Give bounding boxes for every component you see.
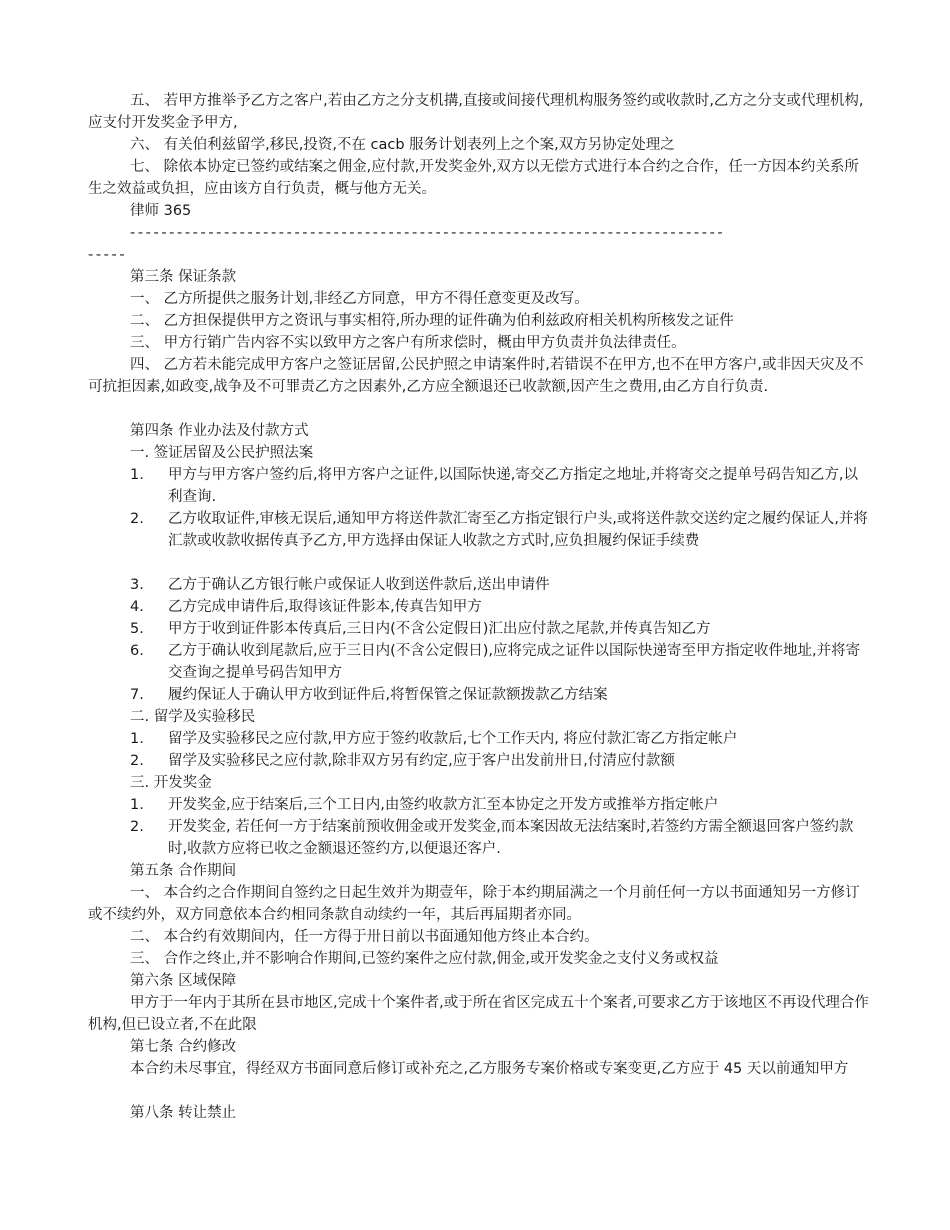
lawyer-365-label: 律师 365 xyxy=(130,203,192,219)
article-7-body: 本合约未尽事宜，得经双方书面同意后修订或补充之,乙方服务专案价格或专案变更,乙方应于 45 天以前通知甲方 xyxy=(130,1061,849,1077)
list-item-number: 1. xyxy=(130,731,144,747)
list-item-text: 开发奖金,应于结案后,三个工日内,由签约收款方汇至本协定之开发方或推举方指定帐户 xyxy=(168,797,719,813)
list-item-number: 7. xyxy=(130,687,144,703)
list-item-text: 甲方与甲方客户签约后,将甲方客户之证件,以国际快递,寄交乙方指定之地址,并将寄交之提单号码告知乙方,以利查询. xyxy=(168,467,859,505)
article-4-section-3-heading: 三. 开发奖金 xyxy=(130,775,212,791)
list-item-number: 2. xyxy=(130,819,144,835)
article-6-heading: 第六条 区域保障 xyxy=(130,973,237,989)
list-item-text: 开发奖金, 若任何一方于结案前预收佣金或开发奖金,而本案因故无法结案时,若签约方需全额退回客户签约款时,收款方应将已收之金额退还签约方,以便退还客户. xyxy=(168,819,854,857)
separator-line: ---------------------------------------------------------------------------- xyxy=(130,225,726,241)
article-3-item-2: 二、 乙方担保提供甲方之资讯与事实相符,所办理的证件确为伯利兹政府相关机构所核发之证件 xyxy=(130,313,734,329)
list-item-number: 5. xyxy=(130,621,144,637)
article-5-item-2: 二、 本合约有效期间内，任一方得于卅日前以书面通知他方终止本合约。 xyxy=(130,929,599,945)
list-item-text: 留学及实验移民之应付款,甲方应于签约收款后,七个工作天内, 将应付款汇寄乙方指定帐户 xyxy=(168,731,738,747)
article-8-heading: 第八条 转让禁止 xyxy=(130,1105,237,1121)
article-5-heading: 第五条 合作期间 xyxy=(130,863,237,879)
list-item-text: 乙方于确认乙方银行帐户或保证人收到送件款后,送出申请件 xyxy=(168,577,550,593)
list-item-text: 履约保证人于确认甲方收到证件后,将暂保管之保证款额拨款乙方结案 xyxy=(168,687,608,703)
list-item-number: 1. xyxy=(130,467,144,483)
list-item-text: 留学及实验移民之应付款,除非双方另有约定,应于客户出发前卅日,付清应付款额 xyxy=(168,753,675,769)
article-7-heading: 第七条 合约修改 xyxy=(130,1039,237,1055)
list-item-number: 3. xyxy=(130,577,144,593)
article-3-item-4: 四、 乙方若未能完成甲方客户之签证居留,公民护照之申请案件时,若错误不在甲方,也不在甲方客户,或非因天灾及不可抗拒因素,如政变,战争及不可罪责乙方之因素外,乙方应全额退还已收款额,因产生之费用,由乙方自行负责. xyxy=(88,357,864,395)
article-5-item-1: 一、 本合约之合作期间自签约之日起生效并为期壹年，除于本约期届满之一个月前任何一方以书面通知另一方修订或不续约外，双方同意依本合约相同条款自动续约一年，其后再届期者亦同。 xyxy=(88,885,860,923)
list-item-number: 2. xyxy=(130,753,144,769)
list-item-number: 4. xyxy=(130,599,144,615)
article-4-section-1-heading: 一. 签证居留及公民护照法案 xyxy=(130,445,314,461)
article-4-section-2-heading: 二. 留学及实验移民 xyxy=(130,709,256,725)
list-item-text: 乙方收取证件,审核无误后,通知甲方将送件款汇寄至乙方指定银行户头,或将送件款交送约定之履约保证人,并将汇款或收款收据传真予乙方,甲方选择由保证人收款之方式时,应负担履约保证手续费 xyxy=(168,511,868,549)
article-6-body: 甲方于一年内于其所在县市地区,完成十个案件者,或于所在省区完成五十个案者,可要求乙方于该地区不再设代理合作机构,但已设立者,不在此限 xyxy=(88,995,869,1033)
list-item-number: 6. xyxy=(130,643,144,659)
article-3-item-1: 一、 乙方所提供之服务计划,非经乙方同意，甲方不得任意变更及改写。 xyxy=(130,291,589,307)
clause-5-referral: 五、 若甲方推举予乙方之客户,若由乙方之分支机搆,直接或间接代理机构服务签约或收款时,乙方之分支或代理机构,应支付开发奖金予甲方, xyxy=(88,93,864,131)
article-3-heading: 第三条 保证条款 xyxy=(130,269,237,285)
clause-6-other-cases: 六、 有关伯利兹留学,移民,投资,不在 cacb 服务计划表列上之个案,双方另协定处理之 xyxy=(130,137,675,153)
article-5-item-3: 三、 合作之终止,并不影响合作期间,已签约案件之应付款,佣金,或开发奖金之支付义务或权益 xyxy=(130,951,719,967)
list-item-number: 1. xyxy=(130,797,144,813)
clause-7-no-fee: 七、 除依本协定已签约或结案之佣金,应付款,开发奖金外,双方以无偿方式进行本合约之合作，任一方因本约关系所生之效益或负担，应由该方自行负责，概与他方无关。 xyxy=(88,159,859,197)
list-item-number: 2. xyxy=(130,511,144,527)
article-3-item-3: 三、 甲方行销广告内容不实以致甲方之客户有所求偿时，概由甲方负责并负法律责任。 xyxy=(130,335,686,351)
article-4-heading: 第四条 作业办法及付款方式 xyxy=(130,423,309,439)
list-item-text: 乙方于确认收到尾款后,应于三日内(不含公定假日),应将完成之证件以国际快递寄至甲方指定收件地址,并将寄交查询之提单号码告知甲方 xyxy=(168,643,861,681)
list-item-text: 甲方于收到证件影本传真后,三日内(不含公定假日)汇出应付款之尾款,并传真告知乙方 xyxy=(168,621,711,637)
separator-line-end: ----- xyxy=(88,247,128,263)
list-item-text: 乙方完成申请件后,取得该证件影本,传真告知甲方 xyxy=(168,599,482,615)
